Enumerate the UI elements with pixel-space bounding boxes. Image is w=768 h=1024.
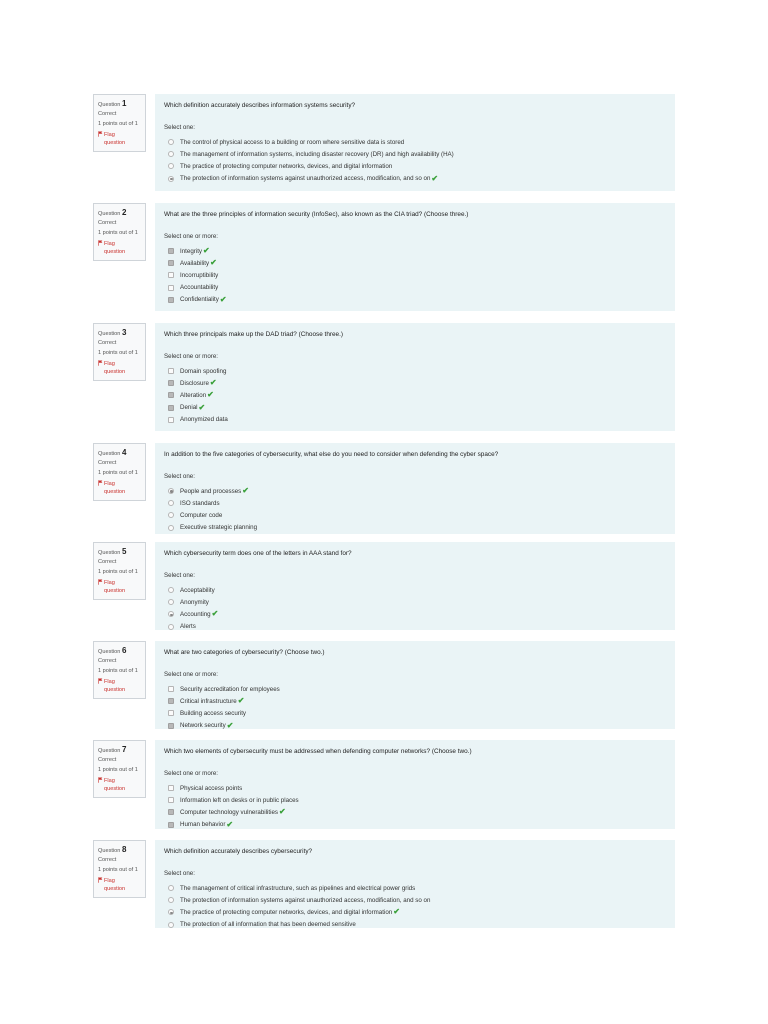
question-number-value: 7 bbox=[121, 745, 127, 754]
answer-option[interactable] bbox=[168, 377, 669, 389]
question-content bbox=[155, 542, 675, 630]
checkbox-selected[interactable] bbox=[168, 380, 174, 386]
question-number-value: 4 bbox=[121, 448, 127, 457]
answer-option-label: Incorruptibility bbox=[180, 271, 219, 279]
question-text: Which cybersecurity term does one of the letters in AAA stand for? bbox=[164, 550, 352, 557]
answer-option[interactable] bbox=[168, 683, 669, 695]
answer-option[interactable] bbox=[168, 294, 669, 306]
question-status: Correct bbox=[98, 558, 117, 565]
answer-option-label: Accounting bbox=[180, 610, 211, 618]
question-status: Correct bbox=[98, 459, 117, 466]
answer-option[interactable] bbox=[168, 148, 669, 160]
question-text: What are the three principles of information security (InfoSec), also known as the CIA triad? (Choose three.) bbox=[164, 211, 469, 218]
flag-label-line2: question bbox=[104, 885, 126, 892]
question-label: Question bbox=[98, 649, 121, 655]
answer-prompt: Select one: bbox=[164, 473, 195, 480]
question-label: Question bbox=[98, 102, 121, 108]
correct-check-icon: ✔ bbox=[211, 609, 219, 619]
question-number-value: 5 bbox=[121, 547, 127, 556]
answer-option[interactable] bbox=[168, 695, 669, 707]
question-number bbox=[98, 546, 145, 558]
question-info-panel bbox=[93, 443, 146, 501]
flag-question-text bbox=[104, 678, 125, 694]
flag-label-line1: Flag bbox=[104, 877, 115, 884]
correct-check-icon: ✔ bbox=[198, 402, 206, 412]
question-text: Which two elements of cybersecurity must be addressed when defending computer networks? (Choose two.) bbox=[164, 748, 472, 755]
answer-option[interactable] bbox=[168, 819, 669, 831]
radio-button[interactable] bbox=[168, 500, 174, 506]
answer-options bbox=[168, 584, 669, 633]
question-label: Question bbox=[98, 331, 121, 337]
checkbox-selected[interactable] bbox=[168, 723, 174, 729]
answer-option-label: The control of physical access to a building or room where sensitive data is stored bbox=[180, 138, 405, 146]
flag-label-line1: Flag bbox=[104, 240, 115, 247]
correct-check-icon: ✔ bbox=[209, 378, 217, 388]
checkbox[interactable] bbox=[168, 686, 174, 692]
answer-options bbox=[168, 245, 669, 306]
correct-check-icon: ✔ bbox=[219, 294, 227, 304]
answer-options bbox=[168, 683, 669, 732]
question-points: 1 points out of 1 bbox=[98, 866, 138, 873]
flag-label-line2: question bbox=[104, 368, 126, 375]
answer-option-label: Executive strategic planning bbox=[180, 524, 258, 532]
flag-label-line2: question bbox=[104, 488, 126, 495]
question-content bbox=[155, 740, 675, 829]
answer-prompt: Select one: bbox=[164, 572, 195, 579]
correct-check-icon: ✔ bbox=[431, 173, 439, 183]
answer-option[interactable] bbox=[168, 136, 669, 148]
flag-question-text bbox=[104, 877, 125, 893]
flag-label-line1: Flag bbox=[104, 579, 115, 586]
flag-question-link[interactable] bbox=[98, 240, 145, 256]
answer-option-label: Anonymized data bbox=[180, 416, 228, 424]
correct-check-icon: ✔ bbox=[210, 258, 217, 268]
question-info-panel bbox=[93, 323, 146, 381]
question-block bbox=[93, 641, 675, 729]
answer-option[interactable] bbox=[168, 485, 669, 497]
question-number bbox=[98, 844, 145, 856]
answer-options bbox=[168, 782, 669, 831]
answer-option-label: Building access security bbox=[180, 709, 247, 717]
answer-option[interactable] bbox=[168, 402, 669, 414]
question-text: What are two categories of cybersecurity? (Choose two.) bbox=[164, 649, 325, 656]
answer-option-label: Acceptability bbox=[180, 586, 215, 594]
answer-option-label: The practice of protecting computer networks, devices, and digital information bbox=[180, 908, 393, 916]
checkbox[interactable] bbox=[168, 417, 174, 423]
question-points: 1 points out of 1 bbox=[98, 469, 138, 476]
answer-option-label: People and processes bbox=[180, 487, 242, 495]
question-status: Correct bbox=[98, 219, 117, 226]
radio-button[interactable] bbox=[168, 922, 174, 928]
question-points: 1 points out of 1 bbox=[98, 229, 138, 236]
question-content bbox=[155, 323, 675, 431]
question-block bbox=[93, 203, 675, 311]
checkbox-selected[interactable] bbox=[168, 248, 174, 254]
answer-option-label: Integrity bbox=[180, 247, 203, 255]
answer-option[interactable] bbox=[168, 919, 669, 931]
radio-button[interactable] bbox=[168, 512, 174, 518]
checkbox-selected[interactable] bbox=[168, 822, 174, 828]
correct-check-icon: ✔ bbox=[226, 720, 234, 730]
checkbox[interactable] bbox=[168, 710, 174, 716]
answer-option-label: The protection of information systems against unauthorized access, modification, and so on bbox=[180, 175, 431, 183]
radio-button-selected[interactable] bbox=[168, 176, 174, 182]
answer-option-label: Confidentiality bbox=[180, 296, 219, 304]
question-number bbox=[98, 645, 145, 657]
checkbox[interactable] bbox=[168, 272, 174, 278]
checkbox-selected[interactable] bbox=[168, 297, 174, 303]
answer-option-label: Availability bbox=[180, 259, 210, 267]
answer-option-label: Denial bbox=[180, 404, 198, 412]
answer-option[interactable] bbox=[168, 894, 669, 906]
flag-label-line2: question bbox=[104, 587, 126, 594]
question-status: Correct bbox=[98, 110, 117, 117]
checkbox-selected[interactable] bbox=[168, 698, 174, 704]
question-label: Question bbox=[98, 848, 121, 854]
question-points: 1 points out of 1 bbox=[98, 120, 138, 127]
flag-question-link[interactable] bbox=[98, 579, 145, 595]
answer-option-label: The practice of protecting computer networks, devices, and digital information bbox=[180, 162, 393, 170]
question-status: Correct bbox=[98, 339, 117, 346]
answer-option[interactable] bbox=[168, 414, 669, 426]
answer-option-label: Alerts bbox=[180, 623, 196, 631]
flag-question-link[interactable] bbox=[98, 678, 145, 694]
question-content bbox=[155, 840, 675, 928]
answer-option-label: Physical access points bbox=[180, 784, 243, 792]
answer-option[interactable] bbox=[168, 584, 669, 596]
answer-options bbox=[168, 485, 669, 534]
answer-option[interactable] bbox=[168, 389, 669, 401]
radio-button[interactable] bbox=[168, 624, 174, 630]
flag-label-line1: Flag bbox=[104, 678, 115, 685]
answer-option-label: The management of information systems, including disaster recovery (DR) and high availability (HA) bbox=[180, 150, 454, 158]
flag-question-link[interactable] bbox=[98, 360, 145, 376]
checkbox[interactable] bbox=[168, 797, 174, 803]
checkbox[interactable] bbox=[168, 368, 174, 374]
question-label: Question bbox=[98, 748, 121, 754]
answer-options bbox=[168, 365, 669, 426]
answer-prompt: Select one: bbox=[164, 870, 195, 877]
answer-option-label: Human behavior bbox=[180, 821, 226, 829]
question-points: 1 points out of 1 bbox=[98, 568, 138, 575]
answer-option[interactable] bbox=[168, 245, 669, 257]
radio-button[interactable] bbox=[168, 139, 174, 145]
radio-button[interactable] bbox=[168, 151, 174, 157]
correct-check-icon: ✔ bbox=[207, 390, 214, 400]
question-number-value: 1 bbox=[121, 99, 127, 108]
question-block bbox=[93, 323, 675, 431]
question-info-panel bbox=[93, 203, 146, 261]
answer-option-label: Accountability bbox=[180, 284, 219, 292]
checkbox-selected[interactable] bbox=[168, 405, 174, 411]
flag-label-line1: Flag bbox=[104, 360, 115, 367]
checkbox[interactable] bbox=[168, 785, 174, 791]
radio-button[interactable] bbox=[168, 163, 174, 169]
checkbox-selected[interactable] bbox=[168, 392, 174, 398]
flag-question-text bbox=[104, 240, 125, 256]
correct-check-icon: ✔ bbox=[279, 807, 286, 817]
flag-question-text bbox=[104, 131, 125, 147]
flag-question-link[interactable] bbox=[98, 777, 145, 793]
question-points: 1 points out of 1 bbox=[98, 766, 138, 773]
answer-option[interactable] bbox=[168, 707, 669, 719]
answer-option-label: Security accreditation for employees bbox=[180, 685, 280, 693]
question-text: Which definition accurately describes cybersecurity? bbox=[164, 848, 313, 855]
answer-option[interactable] bbox=[168, 882, 669, 894]
question-status: Correct bbox=[98, 657, 117, 664]
question-number-value: 6 bbox=[121, 646, 127, 655]
answer-option[interactable] bbox=[168, 257, 669, 269]
question-text: Which definition accurately describes information systems security? bbox=[164, 102, 356, 109]
answer-option[interactable] bbox=[168, 621, 669, 633]
answer-option-label: Computer technology vulnerabilities bbox=[180, 808, 279, 816]
radio-button[interactable] bbox=[168, 599, 174, 605]
question-number-value: 8 bbox=[121, 845, 127, 854]
answer-option[interactable] bbox=[168, 282, 669, 294]
question-block bbox=[93, 94, 675, 191]
flag-question-text bbox=[104, 480, 125, 496]
flag-label-line1: Flag bbox=[104, 777, 115, 784]
answer-option-label: Critical infrastructure bbox=[180, 697, 237, 705]
question-points: 1 points out of 1 bbox=[98, 667, 138, 674]
answer-option[interactable] bbox=[168, 720, 669, 732]
checkbox-selected[interactable] bbox=[168, 260, 174, 266]
question-number bbox=[98, 207, 145, 219]
question-number bbox=[98, 98, 145, 110]
question-info-panel bbox=[93, 740, 146, 798]
flag-label-line2: question bbox=[104, 785, 126, 792]
flag-label-line1: Flag bbox=[104, 131, 115, 138]
answer-option[interactable] bbox=[168, 522, 669, 534]
correct-check-icon: ✔ bbox=[237, 696, 245, 706]
answer-options bbox=[168, 882, 669, 931]
answer-option[interactable] bbox=[168, 906, 669, 918]
answer-prompt: Select one or more: bbox=[164, 353, 218, 360]
answer-option[interactable] bbox=[168, 509, 669, 521]
answer-options bbox=[168, 136, 669, 185]
question-info-panel bbox=[93, 94, 146, 152]
answer-prompt: Select one or more: bbox=[164, 770, 218, 777]
answer-option-label: Network security bbox=[180, 722, 226, 730]
checkbox-selected[interactable] bbox=[168, 809, 174, 815]
question-points: 1 points out of 1 bbox=[98, 349, 138, 356]
question-status: Correct bbox=[98, 756, 117, 763]
answer-option-label: Anonymity bbox=[180, 598, 209, 606]
answer-option-label: Domain spoofing bbox=[180, 367, 227, 375]
answer-option-label: Computer code bbox=[180, 511, 223, 519]
answer-option-label: Disclosure bbox=[180, 379, 209, 387]
question-label: Question bbox=[98, 550, 121, 556]
question-content bbox=[155, 94, 675, 191]
correct-check-icon: ✔ bbox=[393, 907, 400, 917]
radio-button-selected[interactable] bbox=[168, 611, 174, 617]
answer-option[interactable] bbox=[168, 596, 669, 608]
answer-option[interactable] bbox=[168, 794, 669, 806]
answer-option[interactable] bbox=[168, 365, 669, 377]
question-number-value: 3 bbox=[121, 328, 127, 337]
correct-check-icon: ✔ bbox=[226, 819, 234, 829]
answer-option-label: The protection of all information that has been deemed sensitive bbox=[180, 921, 356, 929]
answer-option[interactable] bbox=[168, 160, 669, 172]
question-status: Correct bbox=[98, 856, 117, 863]
flag-question-text bbox=[104, 579, 125, 595]
answer-option-label: Information left on desks or in public places bbox=[180, 796, 299, 804]
question-info-panel bbox=[93, 840, 146, 898]
question-block bbox=[93, 443, 675, 534]
flag-question-link[interactable] bbox=[98, 131, 145, 147]
question-content bbox=[155, 203, 675, 311]
question-number-value: 2 bbox=[121, 208, 127, 217]
question-info-panel bbox=[93, 641, 146, 699]
question-number bbox=[98, 447, 145, 459]
question-label: Question bbox=[98, 211, 121, 217]
question-content bbox=[155, 641, 675, 729]
radio-button[interactable] bbox=[168, 897, 174, 903]
answer-option[interactable] bbox=[168, 806, 669, 818]
answer-prompt: Select one: bbox=[164, 124, 195, 131]
answer-option[interactable] bbox=[168, 497, 669, 509]
answer-prompt: Select one or more: bbox=[164, 671, 218, 678]
radio-button-selected[interactable] bbox=[168, 909, 174, 915]
answer-option-label: Alteration bbox=[180, 391, 207, 399]
correct-check-icon: ✔ bbox=[203, 246, 210, 256]
answer-option-label: ISO standards bbox=[180, 499, 220, 507]
flag-question-link[interactable] bbox=[98, 877, 145, 893]
checkbox[interactable] bbox=[168, 285, 174, 291]
flag-question-link[interactable] bbox=[98, 480, 145, 496]
answer-option[interactable] bbox=[168, 173, 669, 185]
flag-label-line2: question bbox=[104, 248, 126, 255]
question-number bbox=[98, 327, 145, 339]
flag-label-line2: question bbox=[104, 139, 126, 146]
answer-option[interactable] bbox=[168, 269, 669, 281]
answer-option-label: The management of critical infrastructure, such as pipelines and electrical power grids bbox=[180, 884, 416, 892]
flag-label-line1: Flag bbox=[104, 480, 115, 487]
question-number bbox=[98, 744, 145, 756]
question-content bbox=[155, 443, 675, 534]
question-text: Which three principals make up the DAD triad? (Choose three.) bbox=[164, 331, 344, 338]
radio-button[interactable] bbox=[168, 885, 174, 891]
radio-button[interactable] bbox=[168, 525, 174, 531]
question-block bbox=[93, 840, 675, 928]
answer-option-label: The protection of information systems against unauthorized access, modification, and so on bbox=[180, 896, 431, 904]
question-info-panel bbox=[93, 542, 146, 600]
flag-question-text bbox=[104, 360, 125, 376]
question-text: In addition to the five categories of cybersecurity, what else do you need to consider when defending the cyber space? bbox=[164, 451, 499, 458]
question-block bbox=[93, 740, 675, 829]
question-label: Question bbox=[98, 451, 121, 457]
answer-prompt: Select one or more: bbox=[164, 233, 218, 240]
question-block bbox=[93, 542, 675, 630]
radio-button[interactable] bbox=[168, 587, 174, 593]
flag-question-text bbox=[104, 777, 125, 793]
correct-check-icon: ✔ bbox=[242, 486, 249, 496]
answer-option[interactable] bbox=[168, 782, 669, 794]
answer-option[interactable] bbox=[168, 608, 669, 620]
flag-label-line2: question bbox=[104, 686, 126, 693]
radio-button-selected[interactable] bbox=[168, 488, 174, 494]
